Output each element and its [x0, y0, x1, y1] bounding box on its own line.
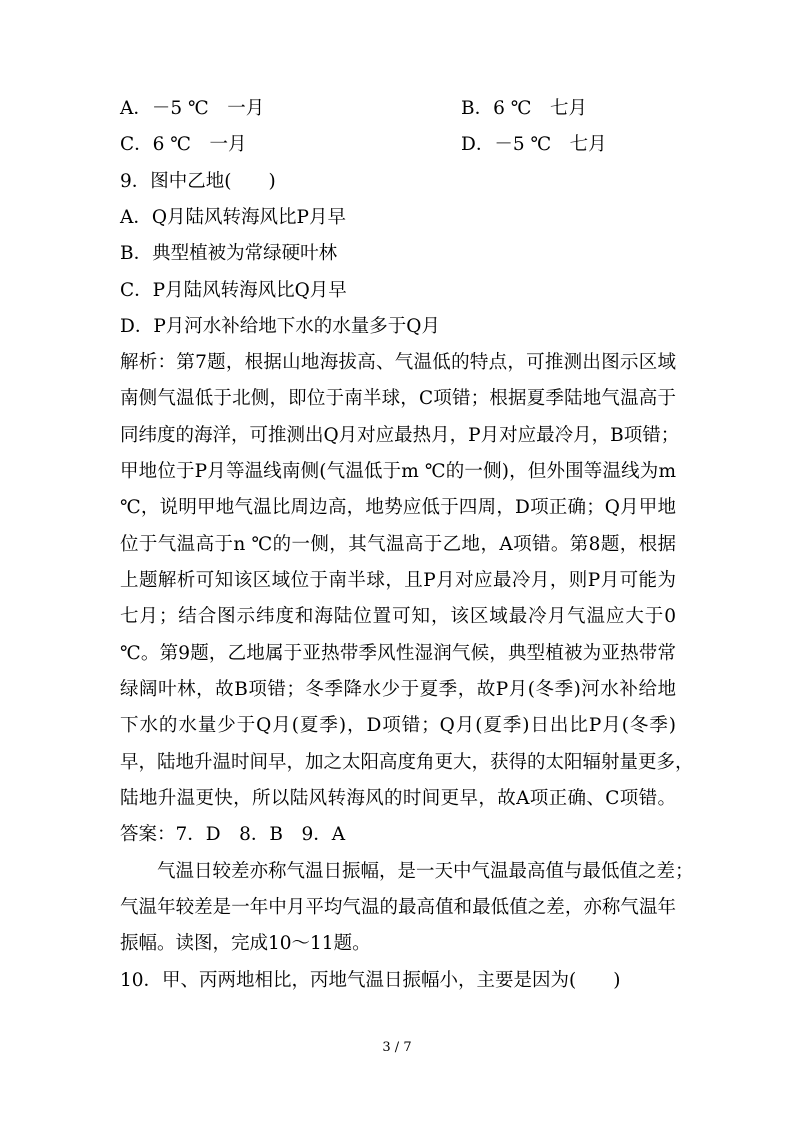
- analysis-line: 解析：第7题，根据山地海拔高、气温低的特点，可推测出图示区域: [120, 352, 676, 373]
- analysis-line: 下水的水量少于Q月(夏季)，D项错；Q月(夏季)日出比P月(冬季): [120, 715, 676, 736]
- analysis-line: 南侧气温低于北侧，即位于南半球，C项错；根据夏季陆地气温高于: [120, 388, 676, 409]
- q9-stem: 9．图中乙地( ): [120, 171, 276, 192]
- q8-option-a: A．－5 ℃ 一月: [120, 98, 265, 119]
- answer-line: 答案：7．D 8．B 9．A: [120, 824, 346, 845]
- analysis-line: 七月；结合图示纬度和海陆位置可知，该区域最冷月气温应大于0: [120, 606, 676, 627]
- q9-option-d: D．P月河水补给地下水的水量多于Q月: [120, 316, 440, 337]
- analysis-line: ℃，说明甲地气温比周边高，地势应低于四周，D项正确；Q月甲地: [120, 497, 676, 518]
- analysis-line: 上题解析可知该区域位于南半球，且P月对应最冷月，则P月可能为: [120, 570, 676, 591]
- q9-option-b: B．典型植被为常绿硬叶林: [120, 243, 338, 264]
- intro-line: 气温年较差是一年中月平均气温的最高值和最低值之差，亦称气温年: [120, 897, 676, 918]
- q10-stem: 10．甲、丙两地相比，丙地气温日振幅小，主要是因为( ): [120, 970, 621, 991]
- intro-line: 振幅。读图，完成10～11题。: [120, 933, 371, 954]
- q8-option-c: C．6 ℃ 一月: [120, 134, 247, 155]
- analysis-line: ℃。第9题，乙地属于亚热带季风性湿润气候，典型植被为亚热带常: [120, 643, 676, 664]
- q9-option-c: C．P月陆风转海风比Q月早: [120, 280, 347, 301]
- analysis-line: 早，陆地升温时间早，加之太阳高度角更大，获得的太阳辐射量更多，: [120, 752, 694, 773]
- analysis-line: 绿阔叶林，故B项错；冬季降水少于夏季，故P月(冬季)河水补给地: [120, 679, 676, 700]
- q9-option-a: A．Q月陆风转海风比P月早: [120, 207, 346, 228]
- analysis-line: 位于气温高于n ℃的一侧，其气温高于乙地，A项错。第8题，根据: [120, 534, 676, 555]
- analysis-line: 甲地位于P月等温线南侧(气温低于m ℃的一侧)，但外围等温线为m: [120, 461, 676, 482]
- analysis-line: 同纬度的海洋，可推测出Q月对应最热月，P月对应最冷月，B项错；: [120, 425, 680, 446]
- q8-option-d: D．－5 ℃ 七月: [461, 134, 607, 155]
- intro-line: 气温日较差亦称气温日振幅，是一天中气温最高值与最低值之差；: [157, 861, 694, 882]
- analysis-line: 陆地升温更快，所以陆风转海风的时间更早，故A项正确、C项错。: [120, 788, 676, 809]
- page-number: 3 / 7: [382, 1040, 412, 1055]
- q8-option-b: B．6 ℃ 七月: [461, 98, 587, 119]
